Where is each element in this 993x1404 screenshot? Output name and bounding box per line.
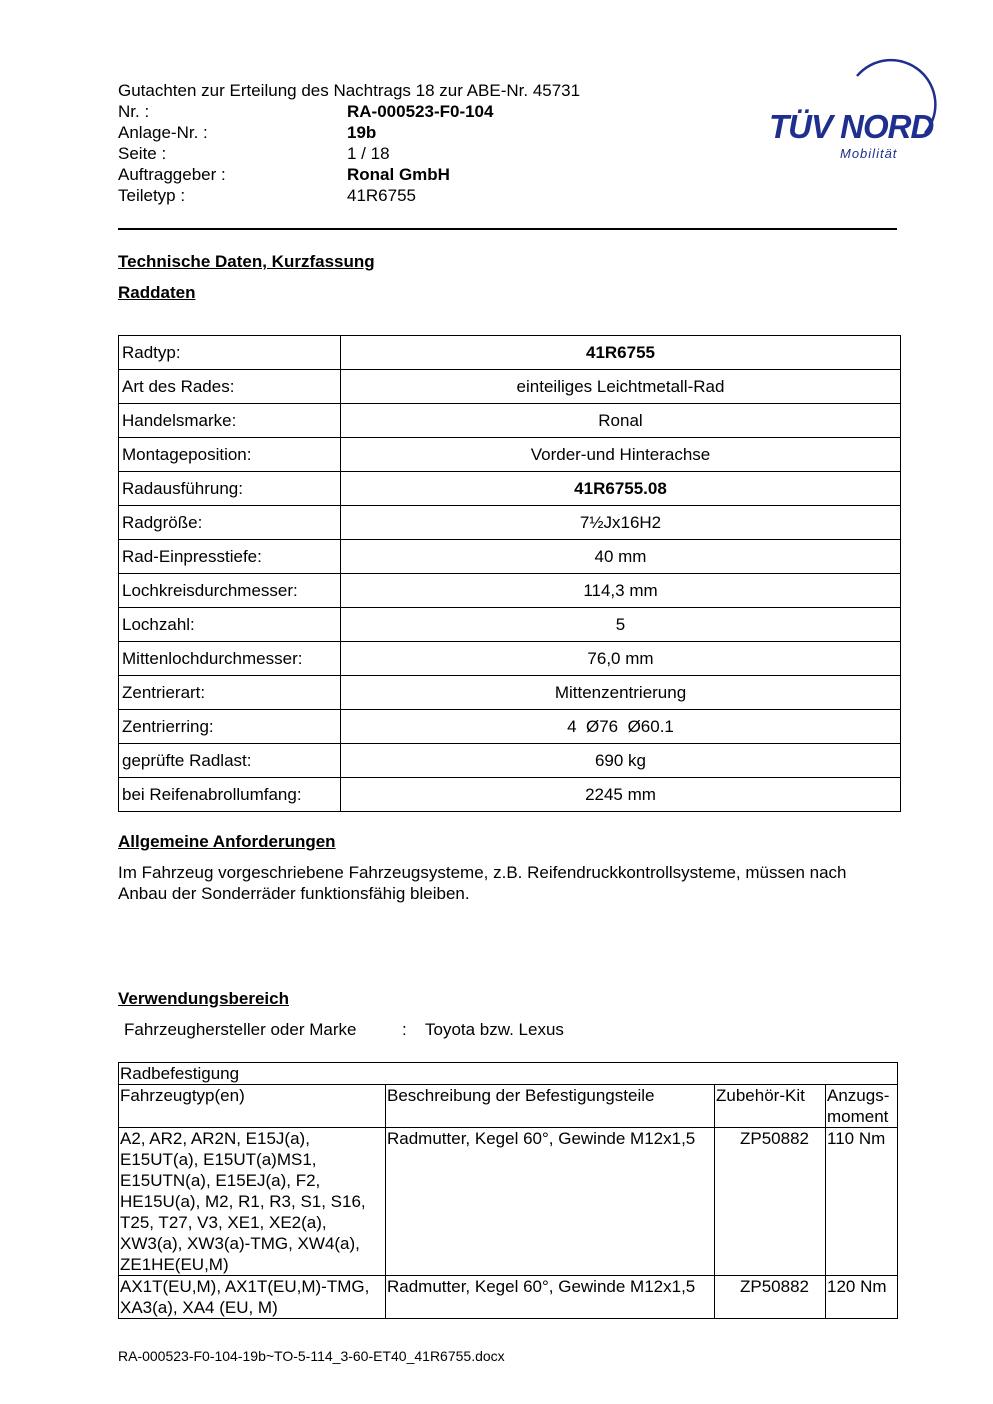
table-header-row	[119, 1085, 898, 1128]
table-row	[119, 540, 901, 574]
table-row	[119, 744, 901, 778]
table-row	[119, 778, 901, 812]
tuv-nord-logo	[765, 58, 945, 168]
table-row	[119, 404, 901, 438]
raddaten-key: Art des Rades:	[119, 370, 341, 404]
header-key-anlage: Anlage-Nr. :	[118, 123, 208, 142]
cell-anzugsmoment: 120 Nm	[826, 1276, 898, 1319]
section-subtitle-raddaten: Raddaten	[118, 283, 196, 302]
section-title-verwendungsbereich: Verwendungsbereich	[118, 989, 289, 1008]
anforderungen-text: Im Fahrzeug vorgeschriebene Fahrzeugsysteme, z.B. Reifendruckkontrollsysteme, müssen nach Anbau der Sonderräder funktionsfähig bleiben.	[118, 863, 847, 903]
raddaten-key: Mittenlochdurchmesser:	[119, 642, 341, 676]
table-row	[119, 1276, 898, 1319]
radbefestigung-table	[118, 1062, 898, 1319]
header-key-auftraggeber: Auftraggeber :	[118, 165, 226, 184]
table-row	[119, 472, 901, 506]
raddaten-table	[118, 335, 901, 812]
header-value-seite: 1 / 18	[347, 144, 390, 163]
table-row	[119, 608, 901, 642]
raddaten-value: 2245 mm	[341, 778, 901, 812]
cell-beschreibung: Radmutter, Kegel 60°, Gewinde M12x1,5	[386, 1276, 715, 1319]
table-row	[119, 336, 901, 370]
header-value-nr: RA-000523-F0-104	[347, 102, 494, 121]
raddaten-value: 690 kg	[341, 744, 901, 778]
column-header-fahrzeugtyp: Fahrzeugtyp(en)	[119, 1085, 386, 1128]
cell-fahrzeugtypen: AX1T(EU,M), AX1T(EU,M)-TMG, XA3(a), XA4 (EU, M)	[119, 1276, 386, 1319]
header-value-teiletyp: 41R6755	[347, 186, 417, 205]
table-row	[119, 710, 901, 744]
raddaten-value: 7½Jx16H2	[341, 506, 901, 540]
column-header-zubehoer-kit: Zubehör-Kit	[715, 1085, 826, 1128]
section-title-technische-daten: Technische Daten, Kurzfassung	[118, 252, 375, 271]
logo-brand: TÜV NORD	[769, 108, 934, 145]
manufacturer-value: Toyota bzw. Lexus	[425, 1020, 564, 1039]
document-header	[118, 80, 580, 206]
header-key-nr: Nr. :	[118, 102, 150, 121]
header-key-seite: Seite :	[118, 144, 167, 163]
raddaten-value: 41R6755	[341, 336, 901, 370]
raddaten-value: einteiliges Leichtmetall-Rad	[341, 370, 901, 404]
cell-fahrzeugtypen: A2, AR2, AR2N, E15J(a), E15UT(a), E15UT(a)MS1, E15UTN(a), E15EJ(a), F2, HE15U(a), M2, R1, R3, S1, S16, T25, T27, V3, XE1, XE2(a), XW3(a), XW3(a)-TMG, XW4(a), ZE1HE(EU,M)	[119, 1128, 386, 1276]
document-title: Gutachten zur Erteilung des Nachtrags 18 zur ABE-Nr. 45731	[118, 81, 581, 100]
footer-filename: RA-000523-F0-104-19b~TO-5-114_3-60-ET40_41R6755.docx	[118, 1348, 505, 1364]
column-header-anzugsmoment: Anzugs-moment	[826, 1085, 898, 1128]
manufacturer-colon: :	[402, 1020, 407, 1039]
table-row	[119, 1128, 898, 1276]
section-title-allgemeine-anforderungen: Allgemeine Anforderungen	[118, 832, 336, 851]
raddaten-value: Mittenzentrierung	[341, 676, 901, 710]
manufacturer-line	[124, 1020, 564, 1040]
header-value-auftraggeber: Ronal GmbH	[347, 165, 450, 184]
raddaten-value: 40 mm	[341, 540, 901, 574]
table-row	[119, 438, 901, 472]
raddaten-key: bei Reifenabrollumfang:	[119, 778, 341, 812]
table-caption-row	[119, 1063, 898, 1085]
raddaten-value: 4 Ø76 Ø60.1	[341, 710, 901, 744]
table-row	[119, 506, 901, 540]
raddaten-value: Ronal	[341, 404, 901, 438]
raddaten-key: Radgröße:	[119, 506, 341, 540]
raddaten-key: Rad-Einpresstiefe:	[119, 540, 341, 574]
raddaten-value: 5	[341, 608, 901, 642]
header-value-anlage: 19b	[347, 123, 377, 142]
raddaten-key: geprüfte Radlast:	[119, 744, 341, 778]
raddaten-key: Handelsmarke:	[119, 404, 341, 438]
radbefestigung-caption: Radbefestigung	[119, 1063, 898, 1085]
raddaten-key: Zentrierart:	[119, 676, 341, 710]
raddaten-value: Vorder-und Hinterachse	[341, 438, 901, 472]
logo-subtitle: Mobilität	[840, 146, 898, 161]
raddaten-key: Radausführung:	[119, 472, 341, 506]
raddaten-key: Lochzahl:	[119, 608, 341, 642]
cell-anzugsmoment: 110 Nm	[826, 1128, 898, 1276]
cell-beschreibung: Radmutter, Kegel 60°, Gewinde M12x1,5	[386, 1128, 715, 1276]
raddaten-key: Zentrierring:	[119, 710, 341, 744]
cell-zubehoer-kit: ZP50882	[715, 1128, 826, 1276]
raddaten-value: 41R6755.08	[341, 472, 901, 506]
cell-zubehoer-kit: ZP50882	[715, 1276, 826, 1319]
header-key-teiletyp: Teiletyp :	[118, 186, 186, 205]
column-header-beschreibung: Beschreibung der Befestigungsteile	[386, 1085, 715, 1128]
raddaten-value: 76,0 mm	[341, 642, 901, 676]
raddaten-key: Montageposition:	[119, 438, 341, 472]
raddaten-key: Lochkreisdurchmesser:	[119, 574, 341, 608]
raddaten-key: Radtyp:	[119, 336, 341, 370]
table-row	[119, 370, 901, 404]
manufacturer-label: Fahrzeughersteller oder Marke	[124, 1020, 357, 1039]
table-row	[119, 642, 901, 676]
table-row	[119, 676, 901, 710]
table-row	[119, 574, 901, 608]
header-divider	[118, 228, 897, 230]
raddaten-value: 114,3 mm	[341, 574, 901, 608]
